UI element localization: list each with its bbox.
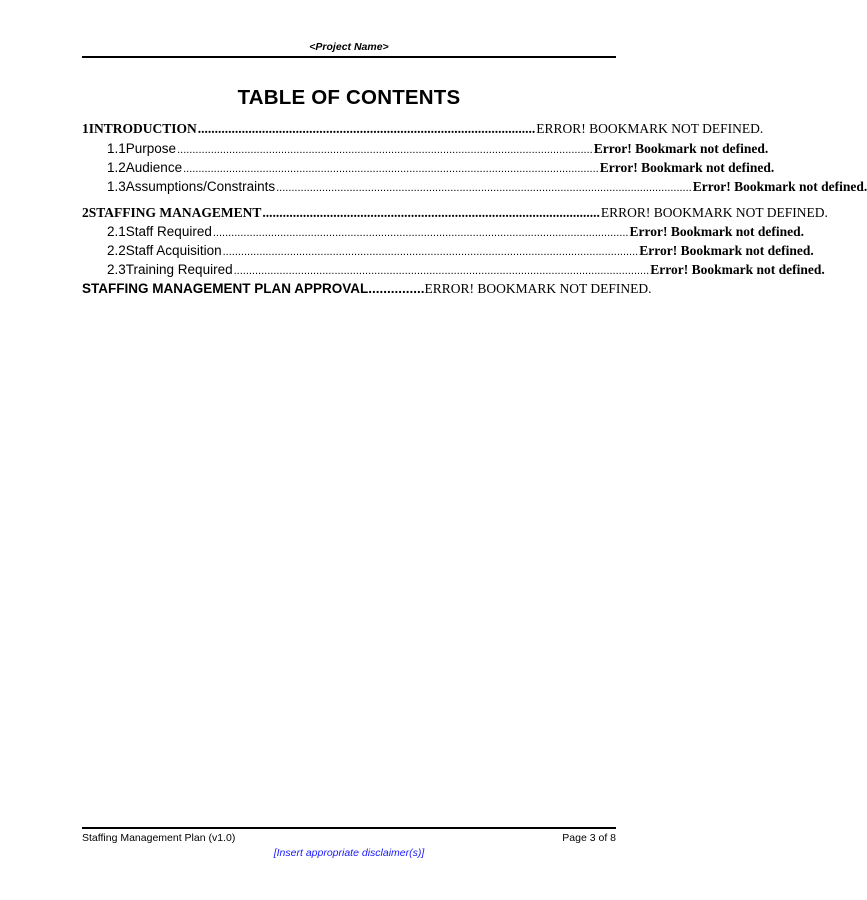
page-header [82, 40, 616, 58]
toc-entry-number: 1.1 [107, 141, 126, 156]
footer-document-title: Staffing Management Plan (v1.0) [82, 832, 236, 844]
toc-entry-number: 2 [82, 205, 89, 220]
toc-entry-number: 2.1 [107, 224, 126, 239]
toc-entry-page: Error! Bookmark not defined. [593, 141, 769, 156]
toc-entry-number: 2.2 [107, 243, 126, 258]
toc-entry-page: Error! Bookmark not defined. [629, 224, 804, 239]
toc-leader-dots: ............... [368, 281, 425, 296]
footer-divider [82, 827, 616, 829]
toc-entry-label: Assumptions/Constraints [125, 179, 276, 194]
toc-entry-training-required[interactable] [82, 262, 825, 278]
toc-leader-dots: ........................................................................................................................................ [276, 182, 692, 194]
toc-entry-staffing-management[interactable] [82, 205, 828, 221]
toc-entry-staff-acquisition[interactable] [82, 243, 814, 259]
toc-entry-number: 2.3 [107, 262, 126, 277]
toc-leader-dots: ........................................................................................................................................ [177, 144, 593, 156]
toc-entry-page: Error! Bookmark not defined. [692, 179, 867, 194]
toc-entry-number: 1 [82, 121, 89, 136]
toc-entry-label: Training Required [125, 262, 233, 277]
toc-leader-dots: .................................................................................................... [197, 121, 536, 136]
toc-entry-number: 1.2 [107, 160, 126, 175]
toc-entry-audience[interactable] [82, 160, 775, 176]
toc-entry-introduction[interactable] [82, 121, 764, 137]
toc-entry-label: Staff Required [125, 224, 212, 239]
toc-entry-label: Purpose [125, 141, 177, 156]
toc-leader-dots: ........................................................................................................................................ [233, 265, 650, 277]
toc-leader-dots: .................................................................................................... [262, 205, 600, 220]
toc-entry-label: Staff Acquisition [125, 243, 222, 258]
toc-entry-page: Error! Bookmark not defined. [650, 262, 825, 277]
toc-leader-dots: ........................................................................................................................................ [212, 227, 629, 239]
toc-leader-dots: ........................................................................................................................................ [222, 246, 639, 258]
toc-entry-page: ERROR! BOOKMARK NOT DEFINED. [424, 281, 652, 296]
toc-entry-page: Error! Bookmark not defined. [639, 243, 814, 258]
toc-entry-page: Error! Bookmark not defined. [599, 160, 775, 175]
toc-entry-label: STAFFING MANAGEMENT [88, 205, 262, 220]
toc-entry-label: Audience [125, 160, 183, 175]
toc-entry-staff-required[interactable] [82, 224, 804, 240]
toc-entry-page: ERROR! BOOKMARK NOT DEFINED. [536, 121, 764, 136]
toc-entry-page: ERROR! BOOKMARK NOT DEFINED. [600, 205, 828, 220]
toc-entry-plan-approval[interactable] [82, 281, 652, 297]
toc-entry-assumptions-constraints[interactable] [82, 179, 867, 195]
toc-entry-purpose[interactable] [82, 141, 769, 157]
project-name: <Project Name> [309, 41, 389, 53]
toc-title: TABLE OF CONTENTS [237, 86, 461, 109]
footer-disclaimer: [Insert appropriate disclaimer(s)] [273, 847, 425, 859]
toc-entry-label: STAFFING MANAGEMENT PLAN APPROVAL [82, 281, 369, 296]
footer-page-number: Page 3 of 8 [562, 832, 616, 844]
toc-entry-label: INTRODUCTION [88, 121, 197, 136]
toc-entry-number: 1.3 [107, 179, 126, 194]
toc-leader-dots: ........................................................................................................................................ [183, 163, 599, 175]
